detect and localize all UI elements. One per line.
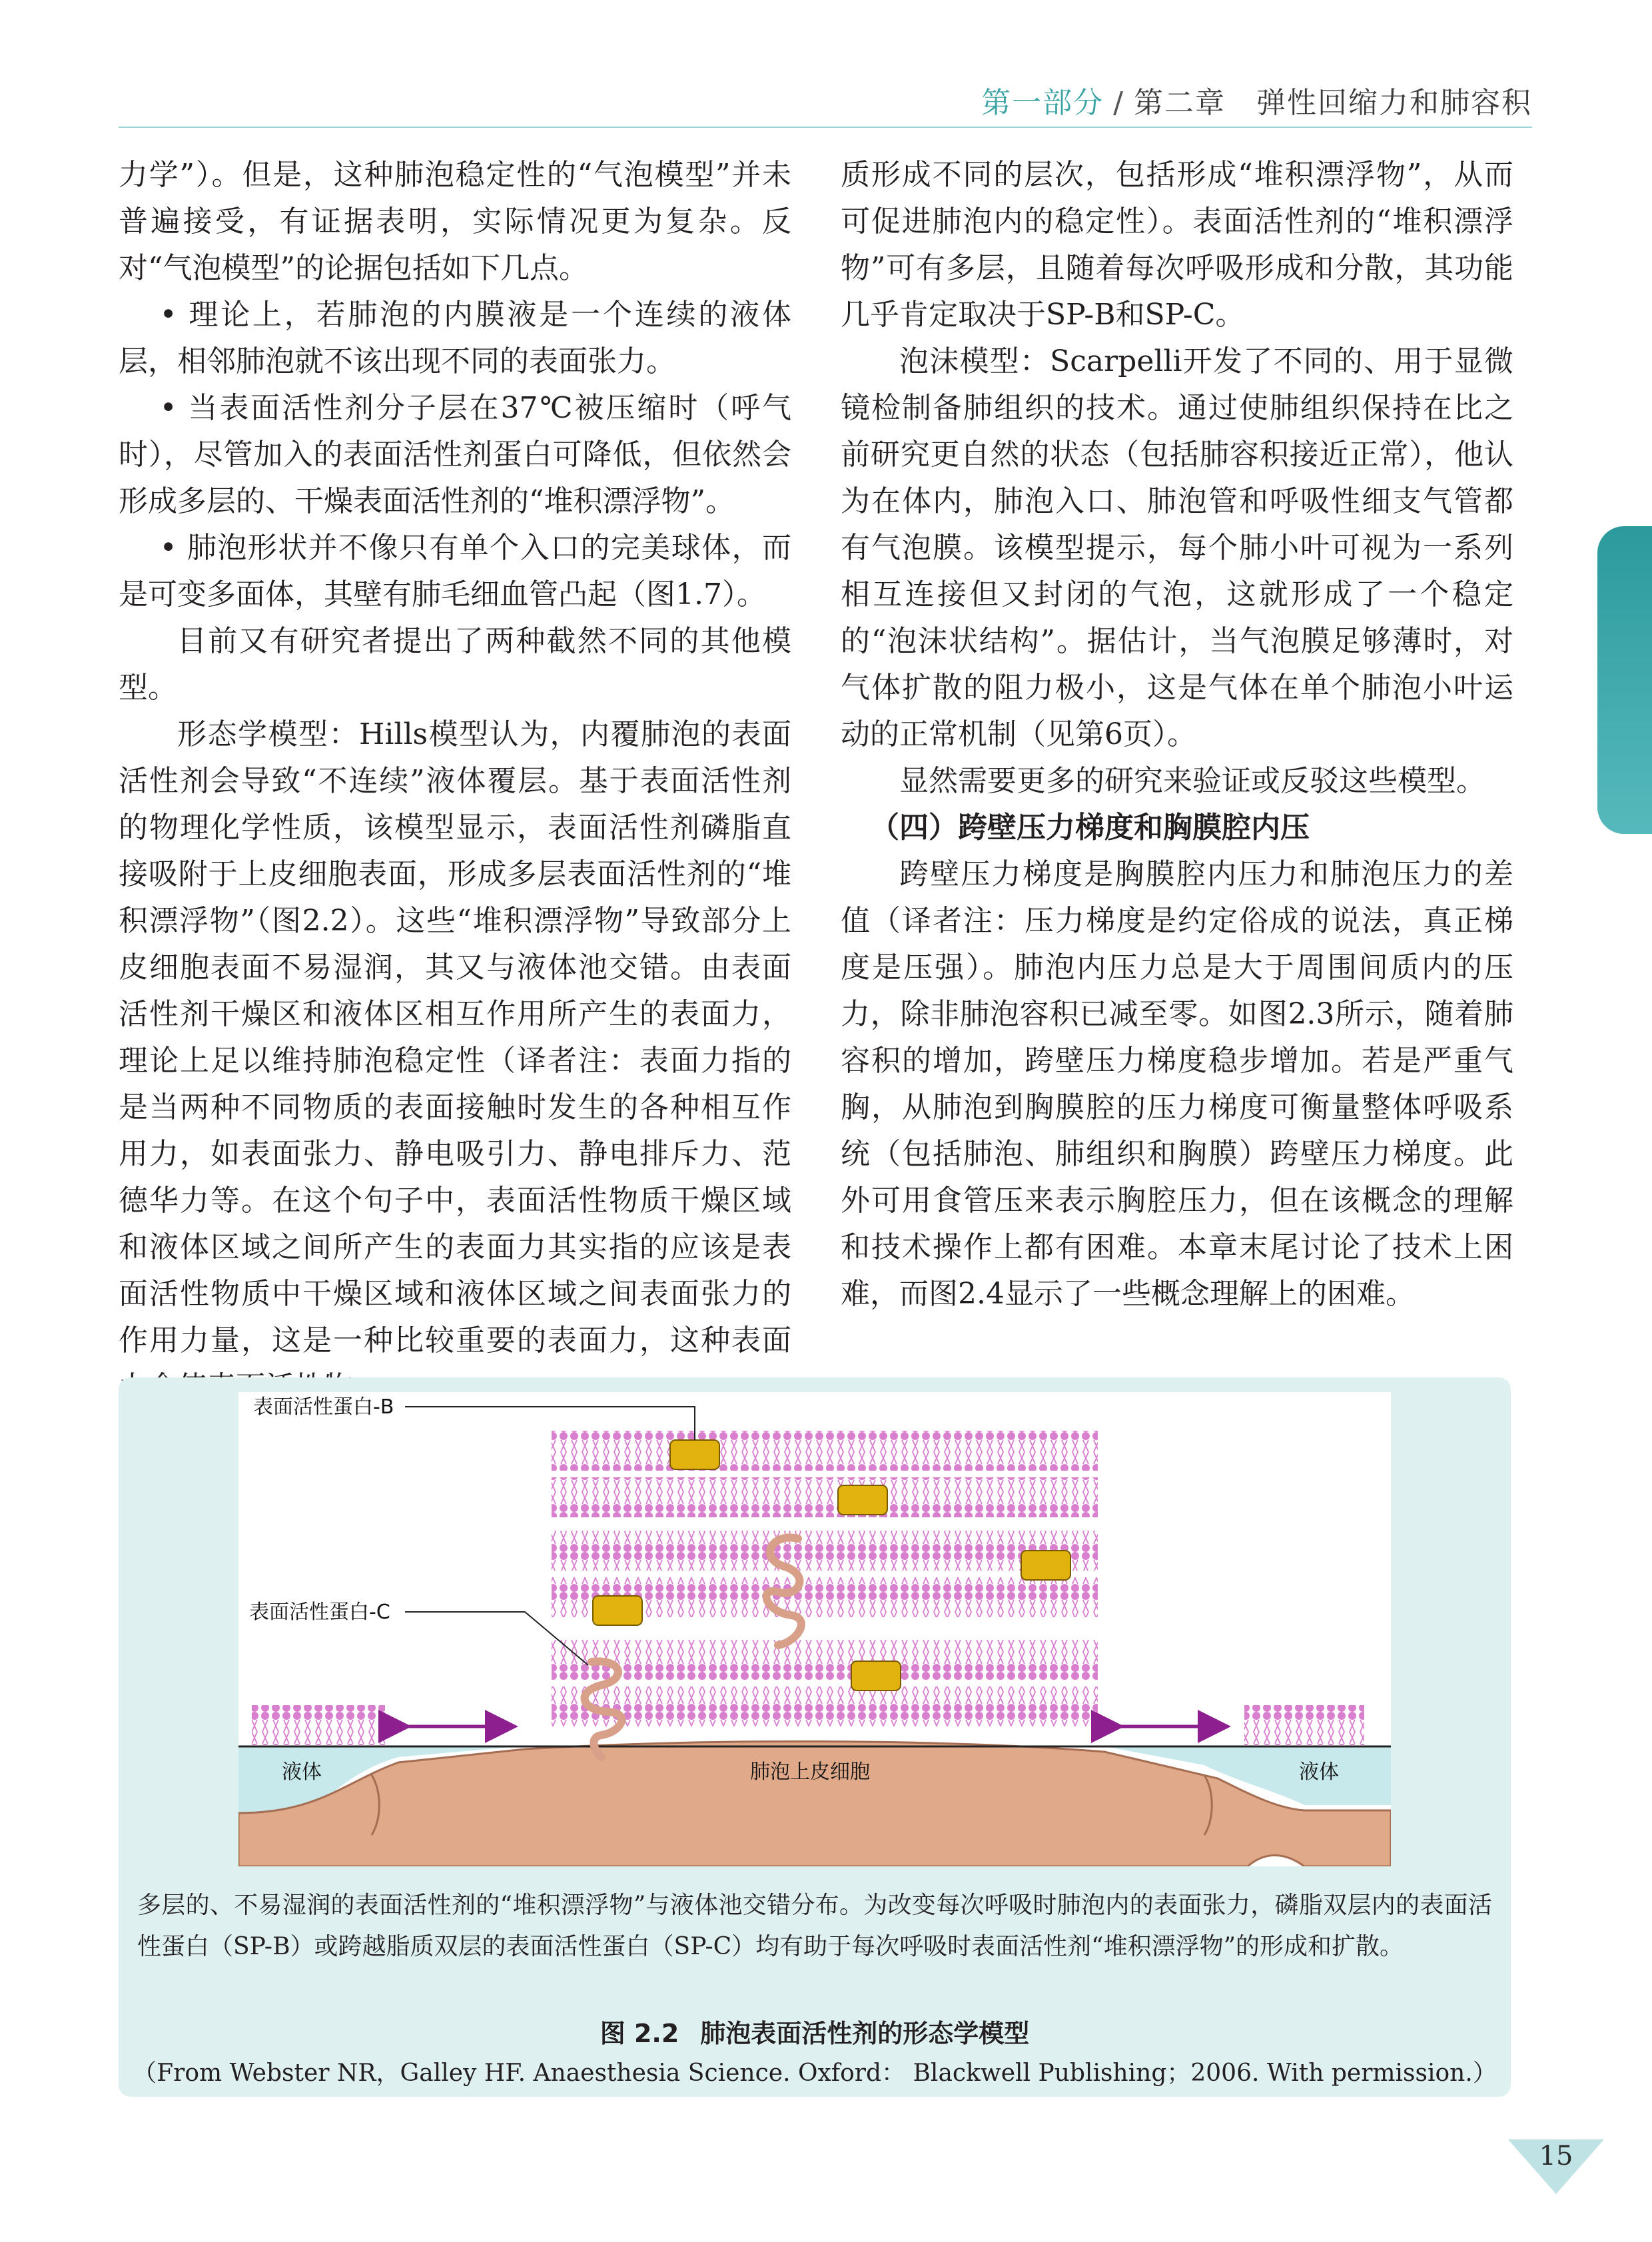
bullet-item: • 当表面活性剂分子层在37℃被压缩时（呼气时），尽管加入的表面活性剂蛋白可降低，但依然会形成多层的、干燥表面活性剂的“堆积漂浮物”。 — [119, 391, 791, 518]
figure-caption: 多层的、不易湿润的表面活性剂的“堆积漂浮物”与液体池交错分布。为改变每次呼吸时肺泡内的表面张力，磷脂双层内的表面活性蛋白（SP-B）或跨越脂质双层的表面活性蛋白（SP-C）均有助于每次呼吸时表面活性剂“堆积漂浮物”的形成和扩散。 — [137, 1892, 1492, 1960]
header-part: 第一部分 — [981, 86, 1104, 120]
sp-b-protein — [838, 1485, 887, 1515]
right-column — [841, 152, 1513, 1317]
lipid-bilayer — [552, 1531, 1098, 1571]
paragraph: 泡沫模型：Scarpelli开发了不同的、用于显微镜检制备肺组织的技术。通过使肺组织保持在比之前研究更自然的状态（包括肺容积接近正常），他认为在体内，肺泡入口、肺泡管和呼吸性细支气管都有气泡膜。该模型提示，每个肺小叶可视为一系列相互连接但又封闭的气泡，这就形成了一个稳定的“泡沫状结构”。据估计，当气泡膜足够薄时，对气体扩散的阻力极小，这是气体在单个肺泡小叶运动的正常机制（见第6页）。 — [841, 344, 1513, 751]
lipid-bilayer — [552, 1640, 1098, 1680]
left-column — [119, 152, 791, 1411]
label-liquid-right: 液体 — [1299, 1760, 1339, 1784]
header-chapter: 第二章 弹性回缩力和肺容积 — [1134, 86, 1532, 120]
figure-title-text: 肺泡表面活性剂的形态学模型 — [700, 2019, 1030, 2048]
paragraph: 目前又有研究者提出了两种截然不同的其他模型。 — [119, 624, 791, 705]
lipid-bilayer — [552, 1431, 1098, 1471]
header-separator: / — [1113, 86, 1124, 120]
chapter-side-tab — [1597, 526, 1652, 834]
label-sp-b: 表面活性蛋白-B — [253, 1395, 394, 1419]
label-sp-c: 表面活性蛋白-C — [249, 1601, 390, 1624]
sp-b-protein — [1021, 1551, 1070, 1580]
header-rule — [119, 127, 1532, 128]
bullet-item: • 肺泡形状并不像只有单个入口的完美球体，而是可变多面体，其壁有肺毛细血管凸起（图1.7）。 — [119, 531, 791, 611]
label-liquid-left: 液体 — [282, 1760, 322, 1784]
lipid-bilayer — [552, 1477, 1098, 1517]
figure-title — [119, 2013, 1511, 2050]
figure-source: （From Webster NR，Galley HF. Anaesthesia Science. Oxford： Blackwell Publishing；2006. With permission.） — [133, 2059, 1497, 2087]
sp-b-protein — [670, 1440, 719, 1469]
bullet-item: • 理论上，若肺泡的内膜液是一个连续的液体层，相邻肺泡就不该出现不同的表面张力。 — [119, 298, 791, 378]
sp-b-protein — [593, 1596, 642, 1625]
figure-number: 图 2.2 — [600, 2019, 679, 2048]
lipid-bilayer-left — [252, 1705, 385, 1745]
page-number: 15 — [1539, 2141, 1573, 2171]
figure-2-2 — [119, 1377, 1511, 2097]
paragraph: 显然需要更多的研究来验证或反驳这些模型。 — [899, 764, 1485, 798]
running-header — [981, 79, 1532, 121]
sp-b-protein — [851, 1661, 901, 1690]
label-epithelium: 肺泡上皮细胞 — [750, 1760, 870, 1784]
section-heading: （四）跨壁压力梯度和胸膜腔内压 — [870, 811, 1310, 845]
lipid-bilayer — [552, 1686, 1098, 1726]
paragraph: 形态学模型：Hills模型认为，内覆肺泡的表面活性剂会导致“不连续”液体覆层。基于表面活性剂的物理化学性质，该模型显示，表面活性剂磷脂直接吸附于上皮细胞表面，形成多层表面活性剂的“堆积漂浮物”（图2.2）。这些“堆积漂浮物”导致部分上皮细胞表面不易湿润，其又与液体池交错。由表面活性剂干燥区和液体区相互作用所产生的表面力，理论上足以维持肺泡稳定性（译者注：表面力指的是当两种不同物质的表面接触时发生的各种相互作用力，如表面张力、静电吸引力、静电排斥力、范德华力等。在这个句子中，表面活性物质干燥区域和液体区域之间所产生的表面力其实指的应该是表面活性物质中干燥区域和液体区域之间表面张力的作用力量，这是一种比较重要的表面力，这种表面 — [119, 717, 791, 1357]
paragraph: 质形成不同的层次，包括形成“堆积漂浮物”，从而可促进肺泡内的稳定性）。表面活性剂的“堆积漂浮物”可有多层，且随着每次呼吸形成和分散，其功能几乎肯定取决于SP-B和SP-C。 — [841, 158, 1513, 332]
lipid-bilayer-right — [1244, 1705, 1364, 1745]
paragraph: 跨壁压力梯度是胸膜腔内压力和肺泡压力的差值（译者注：压力梯度是约定俗成的说法，真正梯度是压强）。肺泡内压力总是大于周围间质内的压力，除非肺泡容积已减至零。如图2.3所示，随着肺容积的增加，跨壁压力梯度稳步增加。若是严重气胸，从肺泡到胸膜腔的压力梯度可衡量整体呼吸系统（包括肺泡、肺组织和胸膜）跨壁压力梯度。此外可用食管压来表示胸腔压力，但在该概念的理解和技术操作上都有困难。本章末尾讨论了技术上困难，而图2.4显示了一些概念理解上的困难。 — [841, 857, 1513, 1311]
surfactant-diagram — [238, 1392, 1391, 1866]
paragraph: 力学”）。但是，这种肺泡稳定性的“气泡模型”并未普遍接受，有证据表明，实际情况更为复杂。反对“气泡模型”的论据包括如下几点。 — [119, 158, 791, 285]
